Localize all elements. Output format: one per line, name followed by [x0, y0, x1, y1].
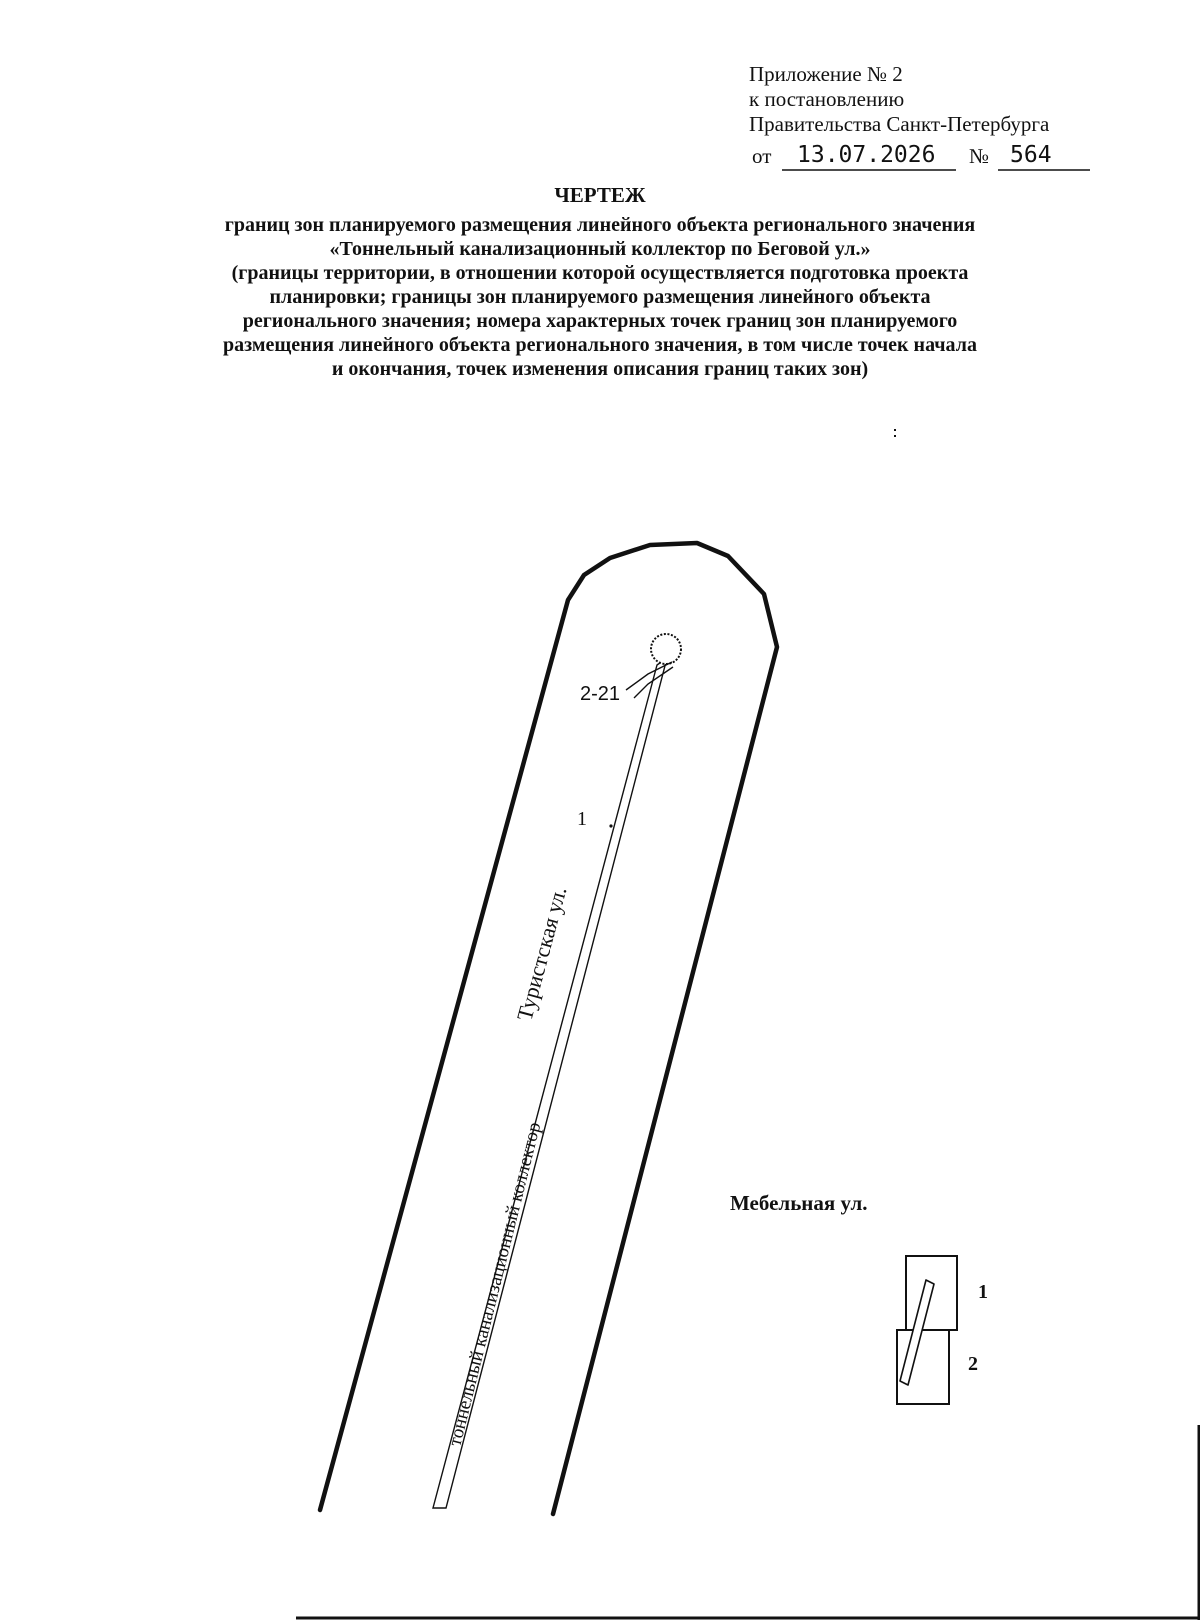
- appendix-authority: Правительства Санкт-Петербурга: [749, 112, 1050, 136]
- date-prefix: от: [752, 144, 772, 168]
- shaft-circle: [651, 634, 681, 664]
- segment-label: 1: [577, 808, 587, 830]
- title-line: планировки; границы зон планируемого размещения линейного объекта: [269, 286, 931, 308]
- title-line: размещения линейного объекта регионального значения, в том числе точек начала: [223, 334, 977, 356]
- title-line: и окончания, точек изменения описания границ таких зон): [331, 358, 869, 380]
- title-heading: ЧЕРТЕЖ: [554, 183, 646, 207]
- point-leader-line: [626, 662, 672, 690]
- date-value: 13.07.2026: [797, 142, 936, 168]
- territory-boundary: [320, 543, 777, 1514]
- street-label-mebelnaya: Мебельная ул.: [730, 1191, 868, 1215]
- street-label-turistskaya: Туристская ул.: [511, 883, 572, 1024]
- number-value: 564: [1010, 142, 1052, 168]
- sheet-index-label-2: 2: [968, 1353, 978, 1375]
- title-line: регионального значения; номера характерных точек границ зон планируемого: [242, 310, 958, 332]
- characteristic-point: [609, 824, 612, 827]
- point-label: 2-21: [580, 683, 621, 705]
- title-line: «Тоннельный канализационный коллектор по Беговой ул.»: [329, 238, 871, 260]
- collector-label: тоннельный канализационный коллектор: [444, 1120, 546, 1449]
- number-prefix: №: [969, 144, 990, 168]
- title-line: (границы территории, в отношении которой осуществляется подготовка проекта: [231, 262, 969, 284]
- sheet-index-label-1: 1: [978, 1281, 988, 1303]
- appendix-title: Приложение № 2: [749, 62, 903, 86]
- title-line: границ зон планируемого размещения линейного объекта регионального значения: [224, 214, 976, 236]
- appendix-subtitle: к постановлению: [749, 87, 905, 111]
